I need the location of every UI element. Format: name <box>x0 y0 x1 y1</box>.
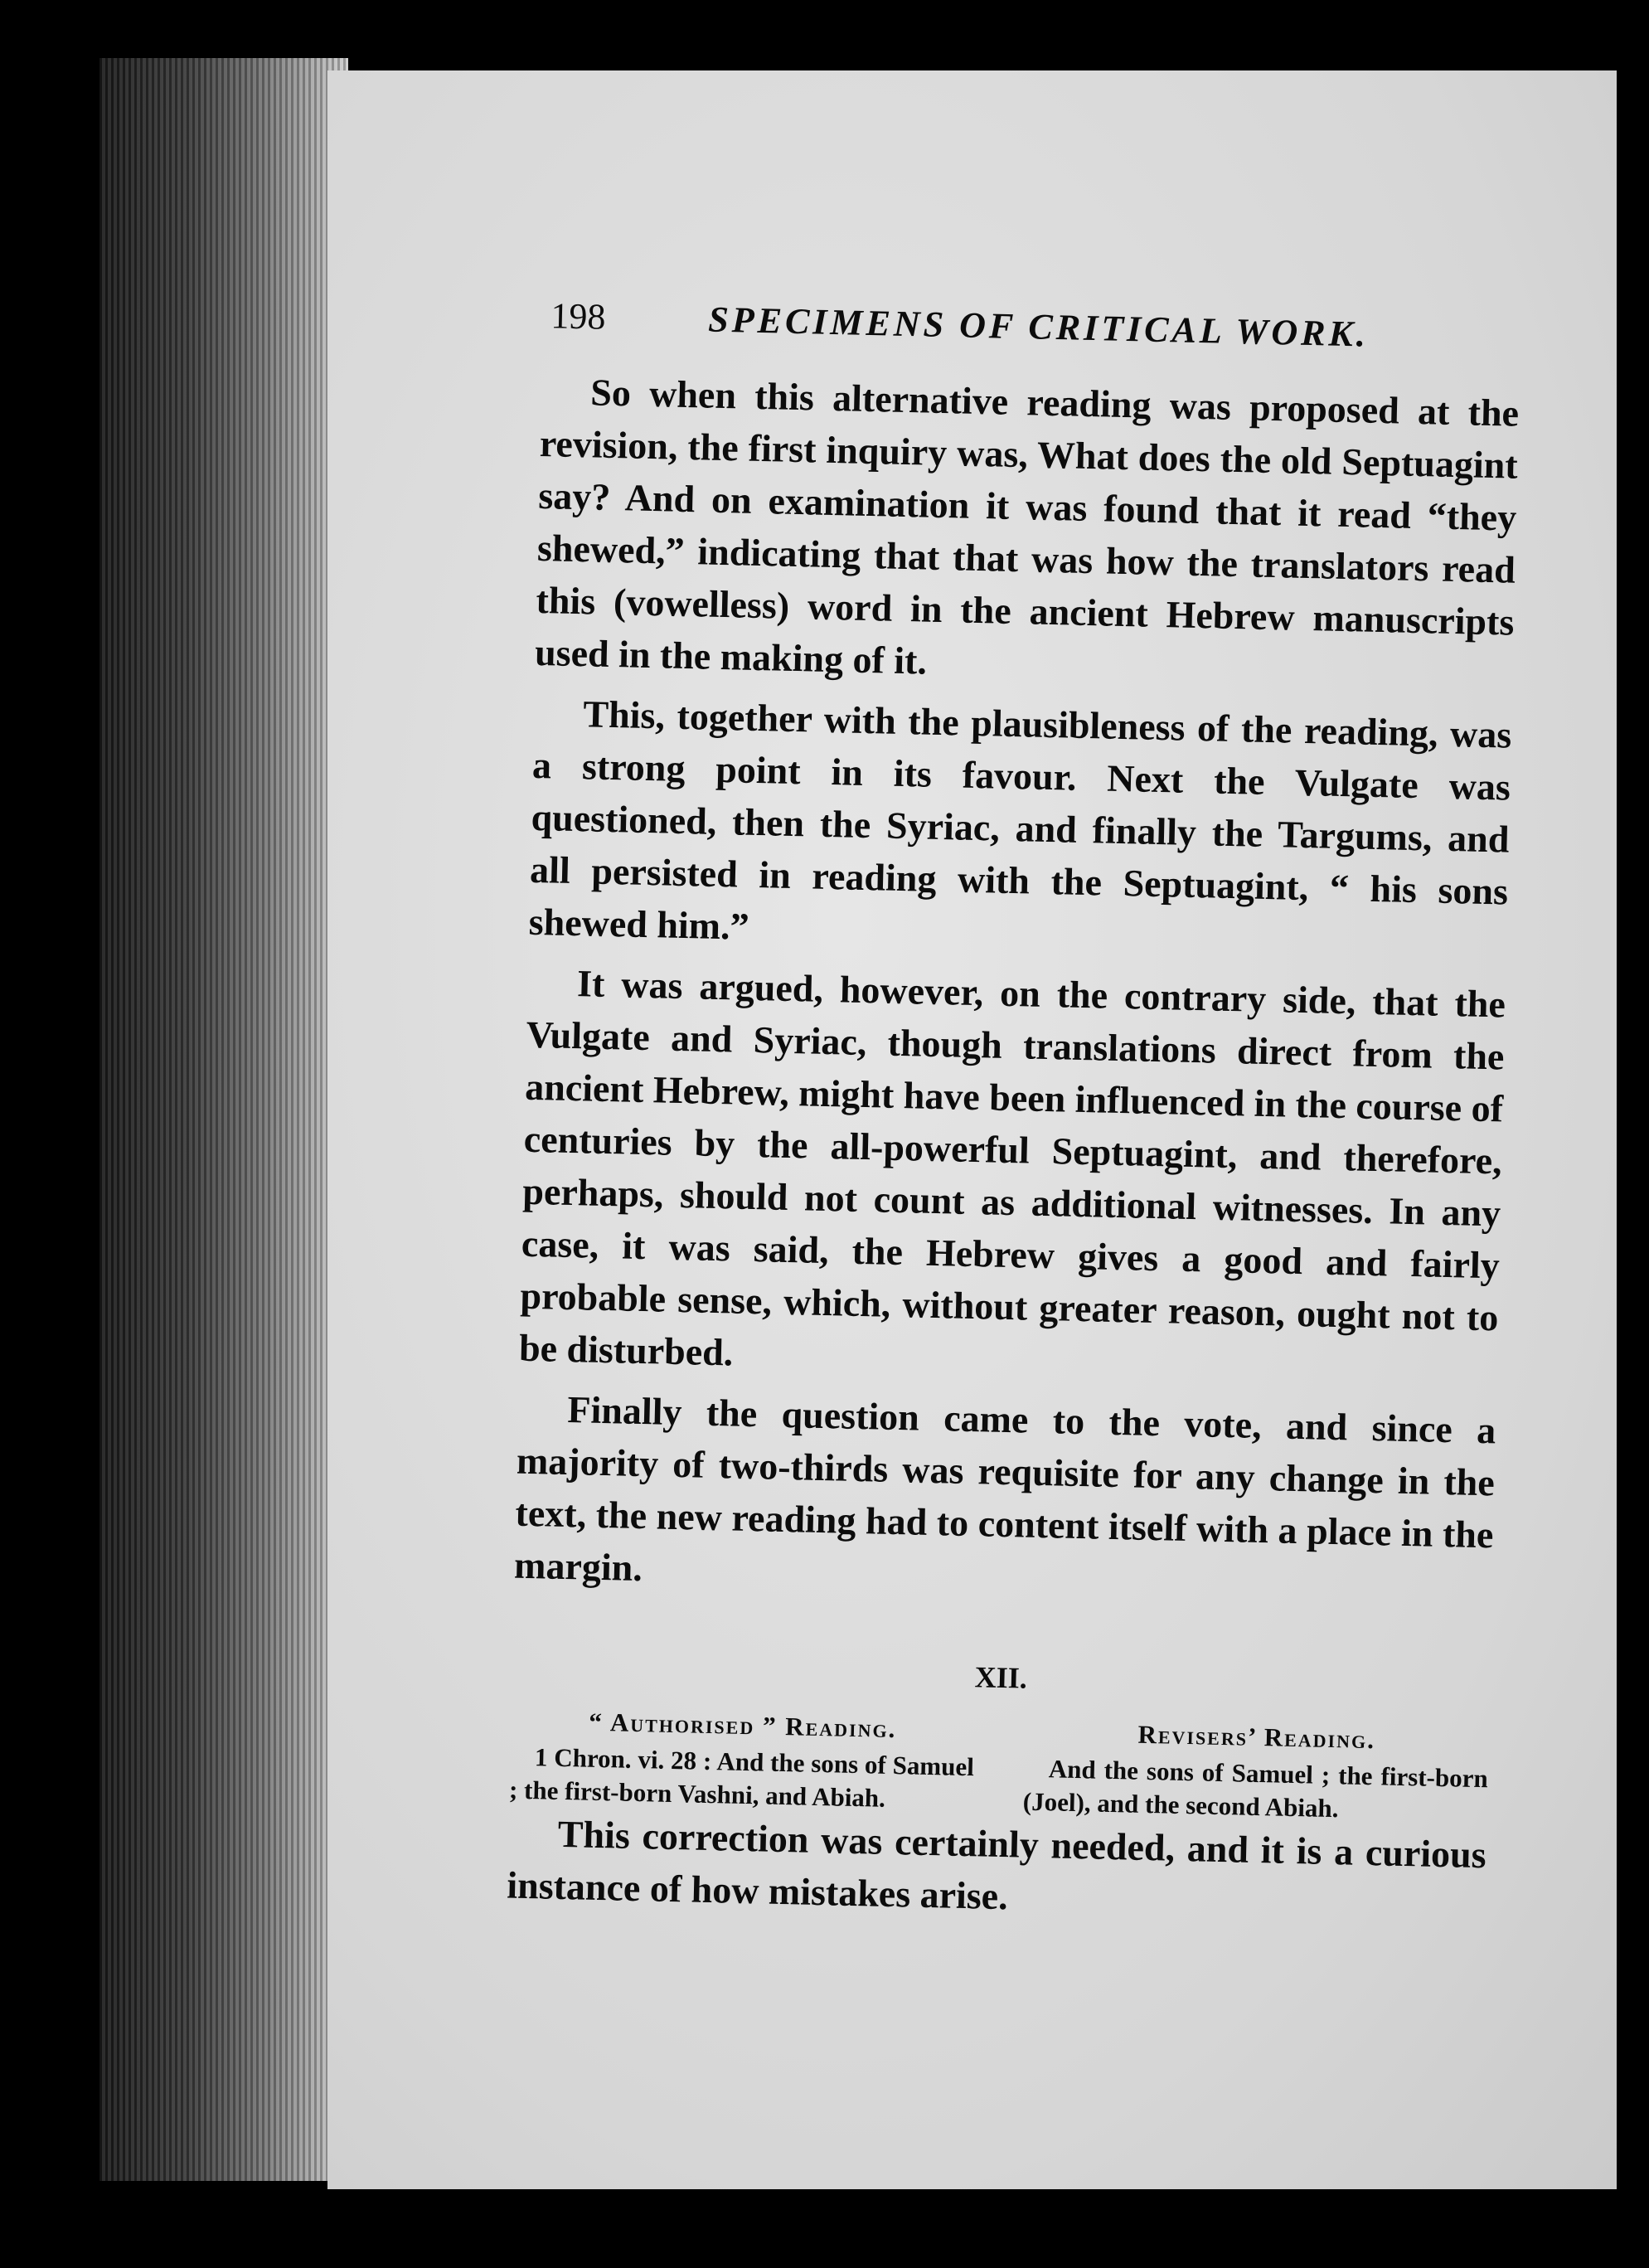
closing-paragraph: This correction was certainly needed, and it is a curious instance of how mistakes arise. <box>506 1812 1487 1918</box>
paragraph-1: So when this alternative reading was proposed at the revision, the first inquiry was, What does the old Septuagint say? And on examination it was found that it read “they shewed,” indicating that that was how the translators read this (vowelless) word in the ancient Hebrew manuscripts used in the making of it. <box>534 371 1520 682</box>
running-head <box>542 294 1521 359</box>
authorised-reading-text: 1 Chron. vi. 28 : And the sons of Samuel ; the first-born Vashni, and Abiah. <box>508 1742 975 1813</box>
revisers-reading-column <box>1022 1716 1489 1829</box>
revisers-reading-heading: Revisers’ Reading. <box>1137 1719 1376 1755</box>
paragraph-3: It was argued, however, on the contrary side, that the Vulgate and Syriac, though translations direct from the ancient Hebrew, might have been influenced in the course of centuries by the all-powerful Septuagint, and therefore, perhaps, should not count as additional witnesses. In any case, it was said, the Hebrew gives a good and fairly probable sense, which, without greater reason, ought not to be disturbed. <box>518 962 1506 1374</box>
page-number: 198 <box>550 295 606 338</box>
running-title: SPECIMENS OF CRITICAL WORK. <box>707 299 1370 355</box>
paragraph-4: Finally the question came to the vote, and since a majority of two-thirds was requisite for any change in the text, the new reading had to content itself with a place in the margin. <box>513 1388 1496 1590</box>
book-page <box>327 70 1617 2189</box>
authorised-reading-column <box>509 1704 976 1818</box>
book-spine-edge <box>99 58 348 2181</box>
authorised-reading-heading: “ Authorised ” Reading. <box>589 1707 897 1744</box>
revisers-reading-text: And the sons of Samuel ; the first-born (Joel), and the second Abiah. <box>1022 1754 1489 1824</box>
section-number: XII. <box>974 1660 1028 1695</box>
text-block <box>507 294 1521 1941</box>
paragraph-2: This, together with the plausibleness of the reading, was a strong point in its favour. Next the Vulgate was questioned, then the Syriac, and finally the Targums, and all persisted in reading with the Septuagint, “ his sons shewed him.” <box>528 692 1512 948</box>
